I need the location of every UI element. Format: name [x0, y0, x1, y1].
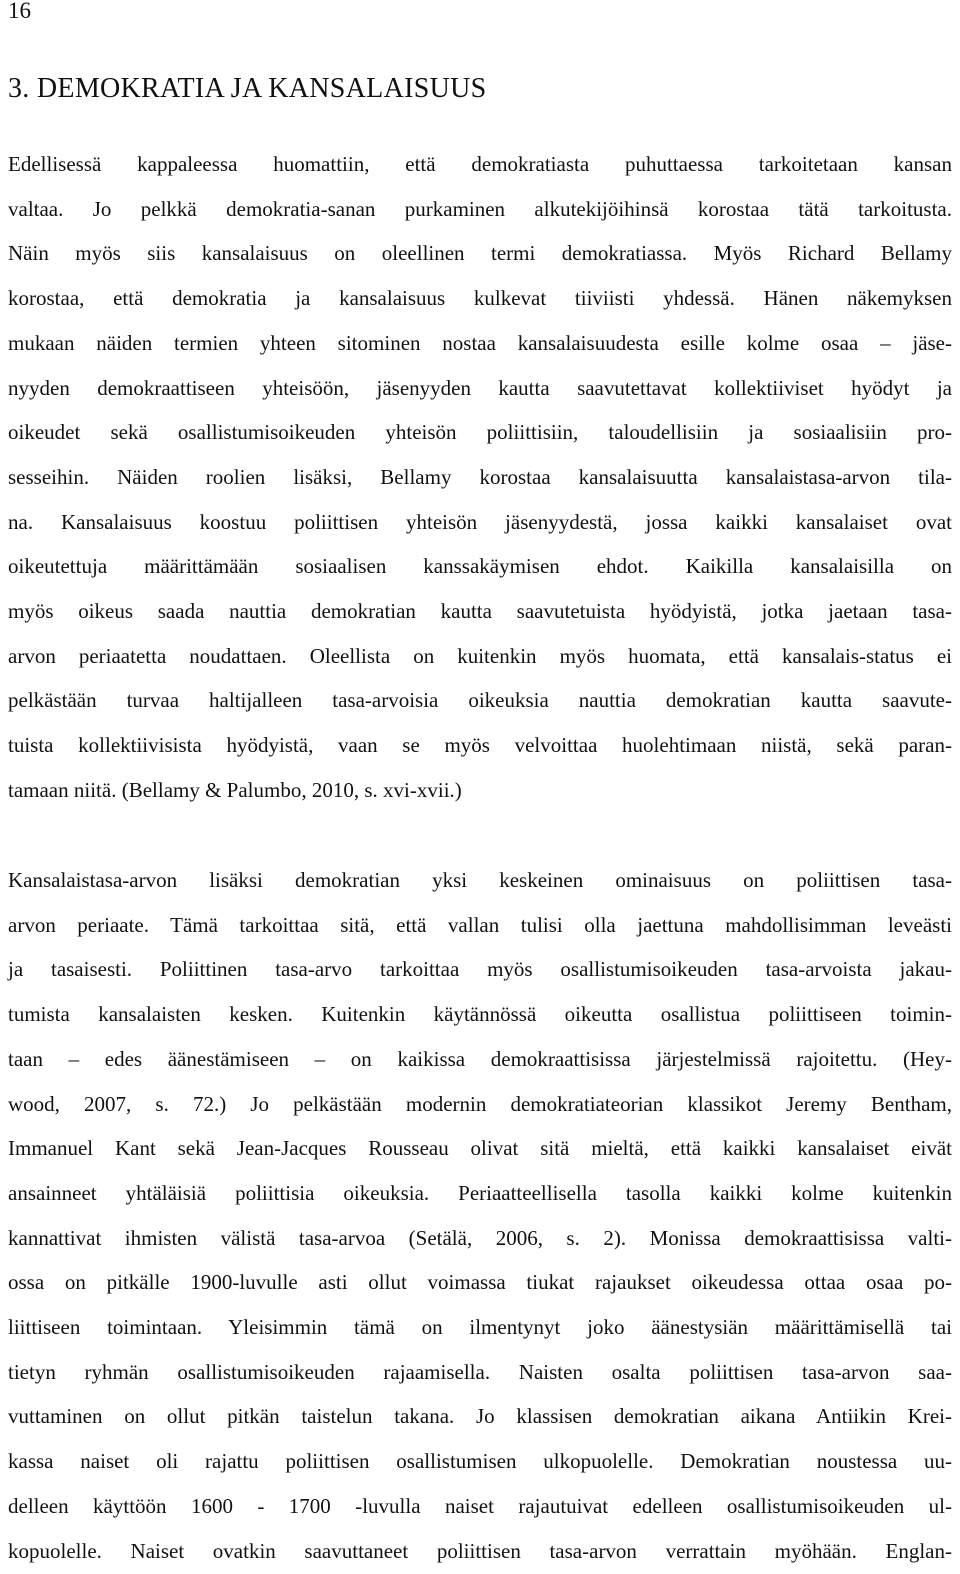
text-line: ja tasaisesti. Poliittinen tasa-arvo tarkoittaa myös osallistumisoikeuden tasa-arvoista jakau- — [8, 957, 952, 982]
text-line: korostaa, että demokratia ja kansalaisuus kulkevat tiiviisti yhdessä. Hänen näkemyksen — [8, 286, 952, 311]
text-line: na. Kansalaisuus koostuu poliittisen yhteisön jäsenyydestä, jossa kaikki kansalaiset ovat — [8, 509, 952, 534]
text-line: taan – edes äänestämiseen – on kaikissa demokraattisissa järjestelmissä rajoitettu. (Hey- — [8, 1046, 952, 1071]
text-line: delleen käyttöön 1600 - 1700 -luvulla naiset rajautuivat edelleen osallistumisoikeuden ul- — [8, 1493, 952, 1518]
text-line: ansainneet yhtäläisiä poliittisia oikeuksia. Periaatteellisella tasolla kaikki kolme kuitenkin — [8, 1180, 952, 1205]
text-line: ossa on pitkälle 1900-luvulle asti ollut voimassa tiukat rajaukset oikeudessa ottaa osaa po- — [8, 1270, 952, 1295]
text-line: Kansalaistasa-arvon lisäksi demokratian yksi keskeinen ominaisuus on poliittisen tasa- — [8, 868, 952, 892]
text-line: tuista kollektiivisista hyödyistä, vaan se myös velvoittaa huolehtimaan niistä, sekä paran- — [8, 733, 952, 758]
text-line: tamaan niitä. (Bellamy & Palumbo, 2010, s. xvi-xvii.) — [8, 777, 462, 802]
text-line: oikeutettuja määrittämään sosiaalisen kanssakäymisen ehdot. Kaikilla kansalaisilla on — [8, 554, 952, 579]
text-line: myös oikeus saada nauttia demokratian kautta saavutetuista hyödyistä, jotka jaetaan tasa- — [8, 599, 952, 624]
text-line: valtaa. Jo pelkkä demokratia-sanan purkaminen alkutekijöihinsä korostaa tätä tarkoitusta. — [8, 196, 952, 221]
text-line: kannattivat ihmisten välistä tasa-arvoa (Setälä, 2006, s. 2). Monissa demokraattisissa valti- — [8, 1225, 952, 1250]
text-line: tumista kansalaisten kesken. Kuitenkin käytännössä oikeutta osallistua poliittiseen toimin- — [8, 1002, 952, 1027]
text-line: nyyden demokraattiseen yhteisöön, jäsenyyden kautta saavutettavat kollektiiviset hyödyt ja — [8, 375, 952, 400]
text-line: Edellisessä kappaleessa huomattiin, että demokratiasta puhuttaessa tarkoitetaan kansan — [8, 152, 952, 176]
text-line: oikeudet sekä osallistumisoikeuden yhteisön poliittisiin, taloudellisiin ja sosiaalisiin pro- — [8, 420, 952, 445]
page-number: 16 — [8, 0, 31, 23]
chapter-title: 3. DEMOKRATIA JA KANSALAISUUS — [8, 73, 487, 104]
paragraph-1 — [8, 142, 952, 813]
text-line: vuttaminen on ollut pitkän taistelun takana. Jo klassisen demokratian aikana Antiikin Krei- — [8, 1404, 952, 1429]
text-line: sesseihin. Näiden roolien lisäksi, Bellamy korostaa kansalaisuutta kansalaistasa-arvon tila- — [8, 464, 952, 489]
text-line: arvon periaatetta noudattaen. Oleellista on kuitenkin myös huomata, että kansalais-status ei — [8, 643, 952, 668]
text-line: liittiseen toimintaan. Yleisimmin tämä on ilmentynyt joko äänestysiän määrittämisellä tai — [8, 1315, 952, 1340]
text-line: tietyn ryhmän osallistumisoikeuden rajaamisella. Naisten osalta poliittisen tasa-arvon saa- — [8, 1359, 952, 1384]
text-line: arvon periaate. Tämä tarkoittaa sitä, että vallan tulisi olla jaettuna mahdollisimman leveästi — [8, 912, 952, 937]
text-line: mukaan näiden termien yhteen sitominen nostaa kansalaisuudesta esille kolme osaa – jäse- — [8, 330, 952, 355]
text-line: Näin myös siis kansalaisuus on oleellinen termi demokratiassa. Myös Richard Bellamy — [8, 241, 952, 266]
text-line: Immanuel Kant sekä Jean-Jacques Rousseau olivat sitä mieltä, että kaikki kansalaiset eivät — [8, 1136, 952, 1161]
paragraph-2 — [8, 858, 952, 1573]
text-line: pelkästään turvaa haltijalleen tasa-arvoisia oikeuksia nauttia demokratian kautta saavute- — [8, 688, 952, 713]
text-line: wood, 2007, s. 72.) Jo pelkästään modernin demokratiateorian klassikot Jeremy Bentham, — [8, 1091, 952, 1116]
text-line: kassa naiset oli rajattu poliittisen osallistumisen ulkopuolelle. Demokratian noustessa uu- — [8, 1449, 952, 1474]
text-line: kopuolelle. Naiset ovatkin saavuttaneet poliittisen tasa-arvon verrattain myöhään. Englan- — [8, 1538, 952, 1563]
